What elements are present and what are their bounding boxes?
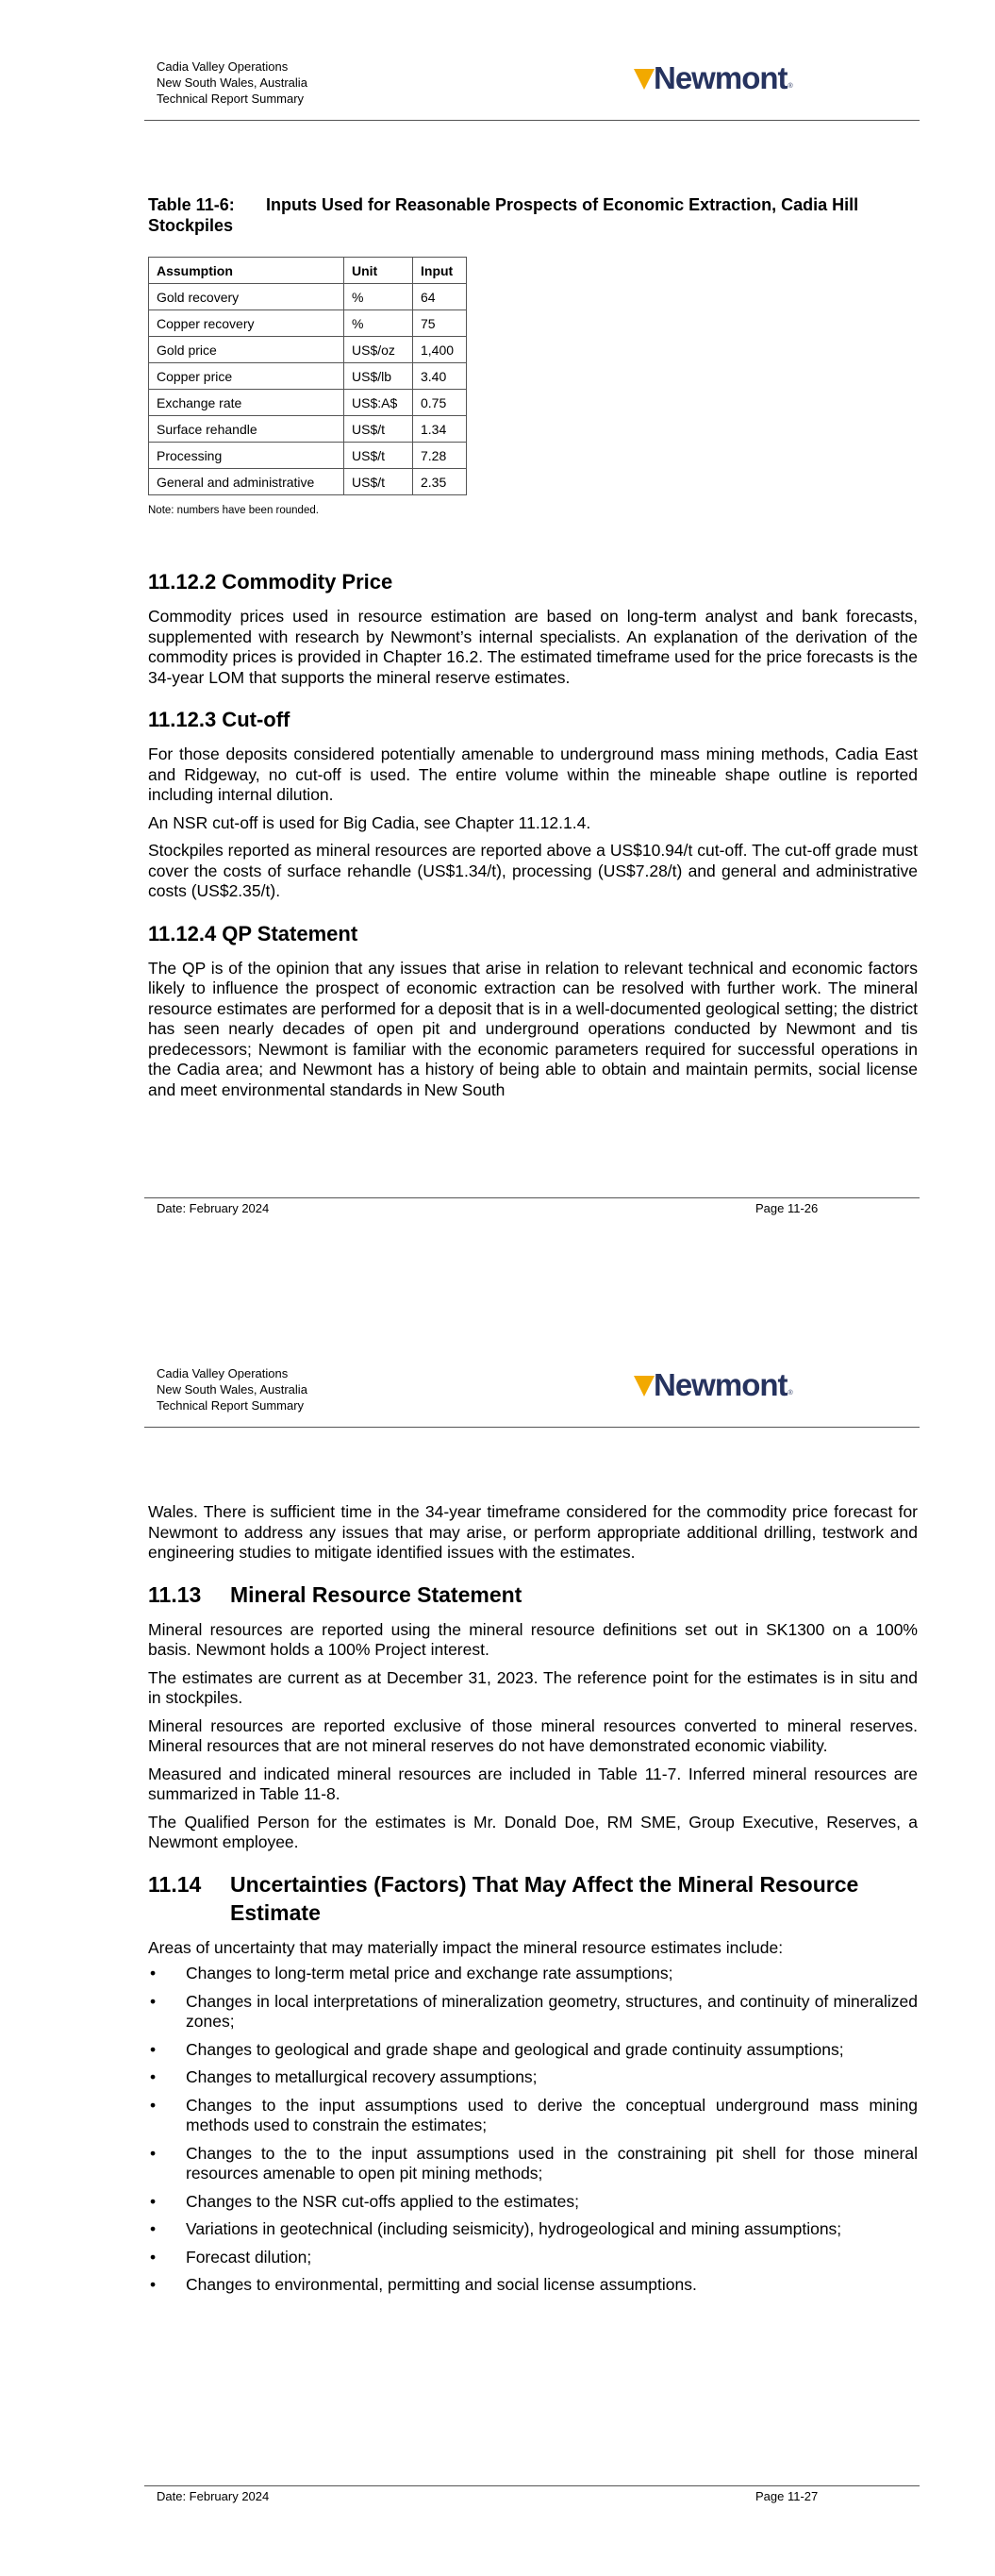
header-line-3: Technical Report Summary — [157, 1398, 305, 1413]
paragraph: Mineral resources are reported exclusive of those mineral resources converted to mineral reserves. Mineral resources that are not mineral reserves do not have demonstrated economic viability. — [148, 1715, 918, 1755]
header-line-1: Cadia Valley Operations — [157, 1366, 289, 1380]
table-cell: 0.75 — [413, 390, 467, 416]
inputs-table — [148, 257, 467, 495]
logo-triangle-icon — [634, 1376, 655, 1397]
table-row — [149, 337, 467, 363]
table-title — [148, 194, 918, 236]
list-item: • Changes to environmental, permitting and social license assumptions. — [148, 2275, 918, 2296]
table-cell: 1.34 — [413, 416, 467, 443]
section-number: 11.14 — [148, 1871, 202, 1897]
paragraph: The Qualified Person for the estimates is Mr. Donald Doe, RM SME, Group Executive, Reserves, a Newmont employee. — [148, 1812, 918, 1851]
paragraph: Commodity prices used in resource estimation are based on long-term analyst and bank forecasts, supplemented with research by Newmont’s internal specialists. An explanation of the derivation of the commodity prices is provided in Chapter 16.2. The estimated timeframe used for the price forecasts is the 34-year LOM that supports the mineral reserve estimates. — [148, 607, 918, 687]
table-cell: Surface rehandle — [149, 416, 344, 443]
table-row — [149, 310, 467, 337]
logo-trademark: ® — [788, 1390, 793, 1397]
newmont-logo — [634, 62, 793, 94]
table-row — [149, 469, 467, 495]
paragraph: The estimates are current as at December 31, 2023. The reference point for the estimates is in situ and in stockpiles. — [148, 1667, 918, 1707]
table-cell: US$/oz — [344, 337, 413, 363]
list-item: • Variations in geotechnical (including seismicity), hydrogeological and mining assumptions; — [148, 2219, 918, 2240]
table-header-cell: Input — [413, 258, 467, 284]
header-divider — [144, 1427, 920, 1428]
newmont-logo — [634, 1369, 793, 1401]
table-row — [149, 363, 467, 390]
header-line-2: New South Wales, Australia — [157, 1382, 307, 1397]
footer-divider — [144, 1197, 920, 1198]
table-row — [149, 284, 467, 310]
list-item: • Changes in local interpretations of mineralization geometry, structures, and continuity of mineralized zones; — [148, 1992, 918, 2032]
logo-triangle-icon — [634, 69, 655, 90]
table-cell: US$/t — [344, 469, 413, 495]
paragraph: The QP is of the opinion that any issues that arise in relation to relevant technical and economic factors likely to influence the prospect of economic extraction can be resolved with further work. The mineral resource estimates are performed for a deposit that is in a well-documented geological setting; the district has seen nearly decades of open pit and underground operations conducted by Newmont and tis predecessors; Newmont is familiar with the economic parameters required for successful operations in the Cadia area; and Newmont has a history of being able to obtain and maintain permits, social license and meet environmental standards in New South — [148, 958, 918, 1099]
list-item: • Changes to the input assumptions used to derive the conceptual underground mass mining methods used to constrain the estimates; — [148, 2096, 918, 2136]
header-line-1: Cadia Valley Operations — [157, 59, 289, 74]
footer-page-number: Page 11-27 — [755, 2489, 819, 2503]
table-cell: Gold recovery — [149, 284, 344, 310]
page-body — [148, 194, 918, 1100]
list-item: • Changes to the NSR cut-offs applied to the estimates; — [148, 2192, 918, 2213]
table-row — [149, 416, 467, 443]
table-cell: % — [344, 310, 413, 337]
section-heading-11-12-4: 11.12.4 QP Statement — [148, 921, 358, 945]
logo-text: Newmont — [654, 1367, 788, 1402]
paragraph: Mineral resources are reported using the mineral resource definitions set out in SK1300 on a 100% basis. Newmont holds a 100% Project interest. — [148, 1619, 918, 1659]
table-caption: Inputs Used for Reasonable Prospects of Economic Extraction, Cadia Hill Stockpiles — [148, 195, 859, 235]
table-cell: 75 — [413, 310, 467, 337]
list-item: • Forecast dilution; — [148, 2248, 918, 2268]
paragraph: Areas of uncertainty that may materially impact the mineral resource estimates include: — [148, 1937, 784, 1957]
table-row — [149, 443, 467, 469]
logo-text: Newmont — [654, 60, 788, 95]
footer-date: Date: February 2024 — [157, 2489, 270, 2503]
header-line-3: Technical Report Summary — [157, 92, 305, 106]
footer-divider — [144, 2485, 920, 2486]
page-body — [148, 1502, 918, 2296]
paragraph: An NSR cut-off is used for Big Cadia, see Chapter 11.12.1.4. — [148, 812, 591, 832]
table-header-cell: Unit — [344, 258, 413, 284]
table-note: Note: numbers have been rounded. — [148, 505, 319, 516]
section-title: Mineral Resource Statement — [230, 1581, 522, 1607]
table-cell: US$:A$ — [344, 390, 413, 416]
paragraph: Stockpiles reported as mineral resources are reported above a US$10.94/t cut-off. The cut-off grade must cover the costs of surface rehandle (US$1.34/t), processing (US$7.28/t) and general and administrative costs (US$2.35/t). — [148, 841, 918, 900]
table-cell: US$/t — [344, 443, 413, 469]
section-heading-11-14 — [148, 1870, 918, 1927]
section-heading-11-13 — [148, 1581, 918, 1609]
table-cell: Copper recovery — [149, 310, 344, 337]
list-item: • Changes to geological and grade shape and geological and grade continuity assumptions; — [148, 2040, 918, 2061]
logo-trademark: ® — [788, 83, 793, 90]
uncertainty-list — [148, 1964, 918, 2296]
footer-page-number: Page 11-26 — [755, 1201, 819, 1215]
header-line-2: New South Wales, Australia — [157, 75, 307, 90]
section-heading-11-12-3: 11.12.3 Cut-off — [148, 708, 290, 731]
paragraph: Wales. There is sufficient time in the 34-year timeframe considered for the commodity price forecast for Newmont to address any issues that may arise, or perform appropriate additional drilling, testwork and engineering studies to mitigate identified issues with the estimates. — [148, 1502, 918, 1562]
table-cell: Exchange rate — [149, 390, 344, 416]
table-cell: US$/t — [344, 416, 413, 443]
table-cell: 7.28 — [413, 443, 467, 469]
paragraph: For those deposits considered potentially amenable to underground mass mining methods, Cadia East and Ridgeway, no cut-off is used. The entire volume within the mineable shape outline is reported including internal dilution. — [148, 744, 918, 804]
page-11-27 — [0, 1288, 995, 2576]
page-header-text — [157, 1365, 307, 1413]
list-item: • Changes to metallurgical recovery assumptions; — [148, 2067, 918, 2088]
table-cell: General and administrative — [149, 469, 344, 495]
page-header-text — [157, 59, 307, 107]
table-cell: US$/lb — [344, 363, 413, 390]
table-cell: Gold price — [149, 337, 344, 363]
table-cell: 1,400 — [413, 337, 467, 363]
table-cell: Copper price — [149, 363, 344, 390]
table-row — [149, 390, 467, 416]
paragraph: Measured and indicated mineral resources are included in Table 11-7. Inferred mineral resources are summarized in Table 11-8. — [148, 1764, 918, 1803]
header-divider — [144, 120, 920, 121]
footer-date: Date: February 2024 — [157, 1201, 270, 1215]
section-number: 11.13 — [148, 1581, 202, 1607]
table-header-cell: Assumption — [149, 258, 344, 284]
table-header-row — [149, 258, 467, 284]
section-title: Uncertainties (Factors) That May Affect the Mineral Resource Estimate — [230, 1871, 859, 1925]
table-cell: % — [344, 284, 413, 310]
list-item: • Changes to the to the input assumptions used in the constraining pit shell for those mineral resources amenable to open pit mining methods; — [148, 2144, 918, 2184]
table-cell: Processing — [149, 443, 344, 469]
list-item: • Changes to long-term metal price and exchange rate assumptions; — [148, 1964, 918, 1984]
table-label: Table 11-6: — [148, 195, 235, 214]
table-cell: 3.40 — [413, 363, 467, 390]
table-cell: 2.35 — [413, 469, 467, 495]
section-heading-11-12-2: 11.12.2 Commodity Price — [148, 570, 393, 594]
table-cell: 64 — [413, 284, 467, 310]
